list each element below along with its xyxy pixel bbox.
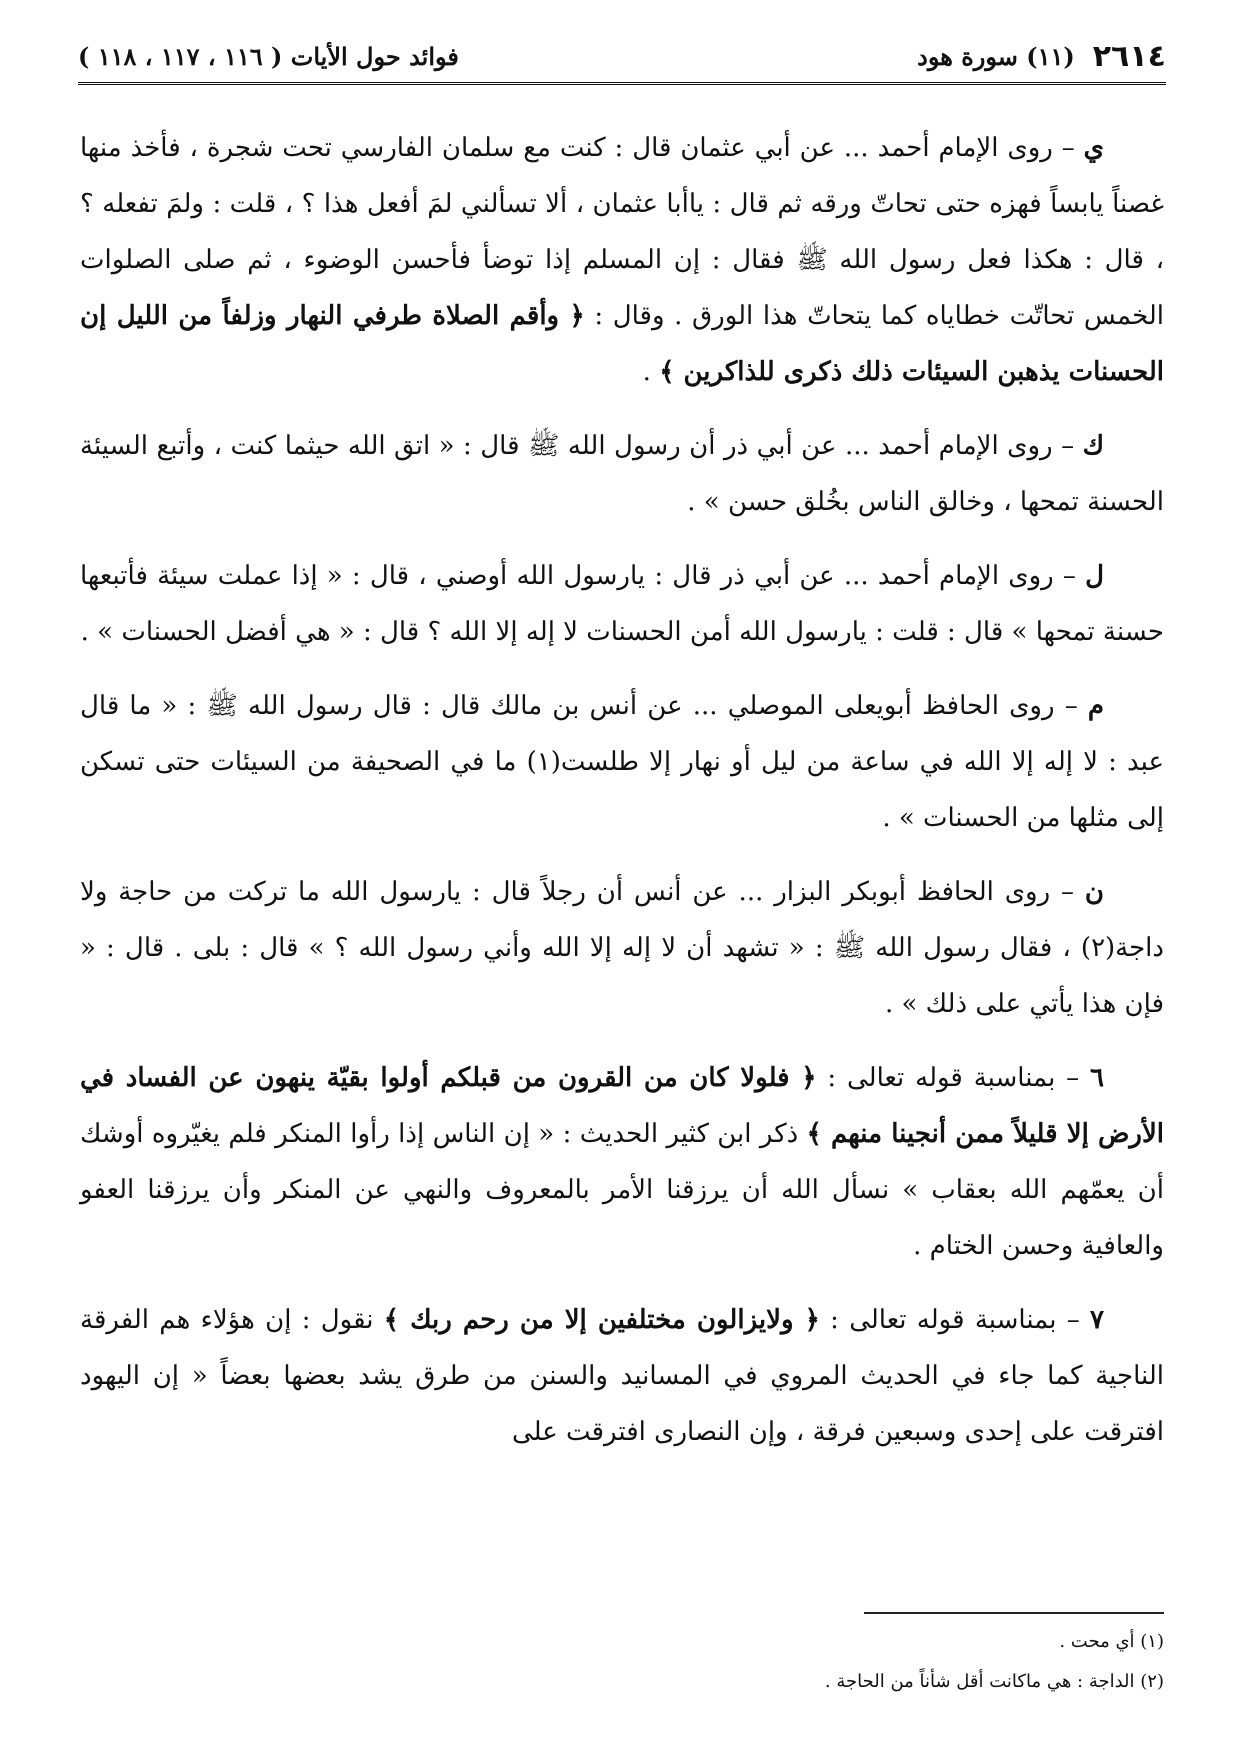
paragraph-text: – بمناسبة قوله تعالى : <box>816 1063 1091 1093</box>
paragraph-label: ٧ <box>1090 1305 1104 1335</box>
footnote-separator <box>864 1612 1164 1614</box>
paragraph <box>80 864 1164 1032</box>
surah-label: (١١) سورة هود <box>917 41 1075 71</box>
paragraph-label: م <box>1087 691 1104 721</box>
paragraph-text: . <box>642 357 660 387</box>
footnote-1: (١) أي محت . <box>1059 1631 1164 1652</box>
paragraph-label: ل <box>1085 561 1104 591</box>
quran-verse: ﴿ ولايزالون مختلفين إلا من رحم ربك ﴾ <box>383 1305 820 1335</box>
paragraph-text: – روى الإمام أحمد ... عن أبي ذر قال : يارسول الله أوصني ، قال : « إذا عملت سيئة فأتبعها حسنة تمحها » قال : قلت : يارسول الله أمن الحسنات لا إله إلا الله ؟ قال : « هي أفضل الحسنات » . <box>80 561 1164 647</box>
paragraph-text: – روى الإمام أحمد ... عن أبي عثمان قال : كنت مع سلمان الفارسي تحت شجرة ، فأخذ منها غصناً يابساً فهزه حتى تحاتّ ورقه ثم قال : ياأبا عثمان ، ألا تسألني لمَ أفعل هذا ؟ ، قلت : ولمَ تفعله ؟ ، قال : هكذا فعل رسول الله ﷺ فقال : إن المسلم إذا توضأ فأحسن الوضوء ، ثم صلى الصلوات الخمس تحاتّت خطاياه كما يتحاتّ هذا الورق . وقال : <box>80 133 1164 331</box>
paragraph-text: – بمناسبة قوله تعالى : <box>819 1305 1091 1335</box>
page-header <box>78 30 1166 85</box>
paragraph <box>80 548 1164 660</box>
paragraph-text: نقول : إن هؤلاء هم الفرقة الناجية كما جاء في الحديث المروي في المسانيد والسنن من طرق يشد بعضها بعضاً « إن اليهود افترقت على إحدى وسبعين فرقة ، وإن النصارى افترقت على <box>80 1305 1164 1447</box>
paragraph-label: ك <box>1082 431 1104 461</box>
paragraph-label: ي <box>1083 133 1104 163</box>
paragraph <box>80 1050 1164 1274</box>
paragraph-text: – روى الإمام أحمد ... عن أبي ذر أن رسول الله ﷺ قال : « اتق الله حيثما كنت ، وأتبع السيئة الحسنة تمحها ، وخالق الناس بخُلق حسن » . <box>80 431 1164 517</box>
paragraph-text: – روى الحافظ أبويعلى الموصلي ... عن أنس بن مالك قال : قال رسول الله ﷺ : « ما قال عبد : لا إله إلا الله في ساعة من ليل أو نهار إلا طلست(١) ما في الصحيفة من السيئات حتى تسكن إلى مثلها من الحسنات » . <box>80 691 1164 833</box>
paragraph-text: ذكر ابن كثير الحديث : « إن الناس إذا رأوا المنكر فلم يغيّروه أوشك أن يعمّهم الله بعقاب » نسأل الله أن يرزقنا الأمر بالمعروف والنهي عن المنكر وأن يرزقنا العفو والعافية وحسن الختام . <box>80 1119 1164 1261</box>
paragraph <box>80 678 1164 846</box>
footnotes <box>80 1622 1164 1702</box>
paragraph <box>80 120 1164 400</box>
paragraph-label: ن <box>1084 877 1104 907</box>
paragraph <box>80 1292 1164 1460</box>
header-right-group <box>917 39 1166 74</box>
quran-verse: ﴿ وأقم الصلاة طرفي النهار وزلفاً من الليل إن الحسنات يذهبن السيئات ذلك ذكرى للذاكرين ﴾ <box>80 301 1164 387</box>
page-number: ٢٦١٤ <box>1092 38 1166 74</box>
paragraph <box>80 418 1164 530</box>
quran-verse: ﴿ فلولا كان من القرون من قبلكم أولوا بقيّة ينهون عن الفساد في الأرض إلا قليلاً ممن أنجينا منهم ﴾ <box>80 1063 1165 1149</box>
main-text <box>80 120 1164 1478</box>
paragraph-text: – روى الحافظ أبوبكر البزار ... عن أنس أن رجلاً قال : يارسول الله ما تركت من حاجة ولا داجة(٢) ، فقال رسول الله ﷺ : « تشهد أن لا إله إلا الله وأني رسول الله ؟ » قال : بلى . قال : « فإن هذا يأتي على ذلك » . <box>80 877 1164 1019</box>
paragraph-label: ٦ <box>1090 1063 1105 1093</box>
footnote-2: (٢) الداجة : هي ماكانت أقل شأناً من الحاجة . <box>824 1671 1164 1692</box>
section-topic: فوائد حول الأيات ( ١١٦ ، ١١٧ ، ١١٨ ) <box>78 41 459 71</box>
